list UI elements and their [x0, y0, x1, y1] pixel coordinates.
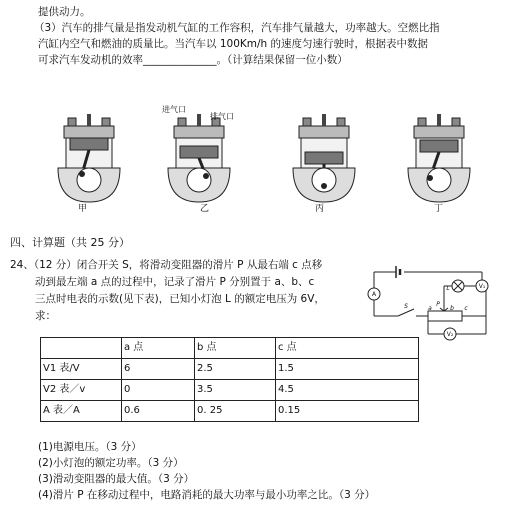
sub-question: (4)滑片 P 在移动过程中，电路消耗的最大功率与最小功率之比。（3 分） — [38, 489, 376, 501]
q3-line: 汽缸内空气和燃油的质量比。当汽车以 100Km/h 的速度匀速行驶时，根据表中数据 — [38, 38, 429, 50]
intake-label: 进气口 — [162, 105, 186, 114]
section-title: 四、计算题（共 25 分） — [10, 236, 130, 249]
slider-p-label: P — [436, 301, 440, 308]
top-text — [34, 4, 478, 68]
sub-question: (1)电源电压。（3 分） — [38, 441, 142, 453]
table-cell: 2.5 — [195, 359, 276, 380]
point-b-label: b — [450, 305, 454, 312]
exhaust-label: 排气口 — [210, 112, 234, 121]
engine-diagram-jia — [50, 112, 128, 204]
engine-label: 丁 — [434, 204, 444, 214]
table-row — [41, 380, 419, 401]
q3-line: 可求汽车发动机的效率______________。（计算结果保留一位小数） — [38, 54, 348, 66]
engine-diagram-ding — [400, 112, 478, 204]
data-table — [40, 337, 419, 422]
engine-label: 乙 — [200, 204, 210, 214]
table-cell: V2 表／v — [41, 380, 122, 401]
q24-line: 动到最左端 a 点的过程中，记录了滑片 P 分别置于 a、b、c — [35, 276, 315, 288]
point-a-label: a — [428, 305, 432, 312]
table-cell: 0.15 — [276, 401, 419, 422]
engine-diagram-bing — [285, 112, 363, 204]
table-header-cell: b 点 — [195, 338, 276, 359]
text-line: 提供动力。 — [38, 6, 91, 18]
table-header-cell: a 点 — [122, 338, 195, 359]
sub-question: (2)小灯泡的额定功率。（3 分） — [38, 457, 184, 469]
table-row — [41, 401, 419, 422]
v2-label: V₂ — [446, 331, 454, 338]
table-cell: V1 表/V — [41, 359, 122, 380]
table-header-row — [41, 338, 419, 359]
table-cell: 4.5 — [276, 380, 419, 401]
table-cell: 1.5 — [276, 359, 419, 380]
q24-line: 求： — [35, 310, 56, 322]
sub-question: (3)滑动变阻器的最大值。（3 分） — [38, 473, 195, 485]
table-cell: 0. 25 — [195, 401, 276, 422]
engine-label: 丙 — [315, 204, 325, 214]
lamp-label: L — [446, 285, 450, 292]
table-row — [41, 359, 419, 380]
circuit-diagram — [358, 262, 498, 342]
table-cell: 0.6 — [122, 401, 195, 422]
q24-line: 24、（12 分）闭合开关 S，将滑动变阻器的滑片 P 从最右端 c 点移 — [10, 259, 323, 271]
engine-diagram-yi — [160, 112, 238, 204]
table-header-cell — [41, 338, 122, 359]
point-c-label: c — [464, 305, 468, 312]
q3-line: （3）汽车的排气量是指发动机气缸的工作容积，汽车排气量越大，功率越大。空燃比指 — [34, 22, 440, 34]
switch-label: S — [404, 303, 408, 310]
table-header-cell: c 点 — [276, 338, 419, 359]
engine-label: 甲 — [78, 204, 88, 214]
table-cell: 3.5 — [195, 380, 276, 401]
v1-label: V₁ — [478, 283, 486, 290]
q24-line: 三点时电表的示数(见下表)，已知小灯泡 L 的额定电压为 6V， — [35, 293, 325, 305]
table-cell: 6 — [122, 359, 195, 380]
table-cell: A 表／A — [41, 401, 122, 422]
table-cell: 0 — [122, 380, 195, 401]
ammeter-label: A — [371, 291, 377, 298]
